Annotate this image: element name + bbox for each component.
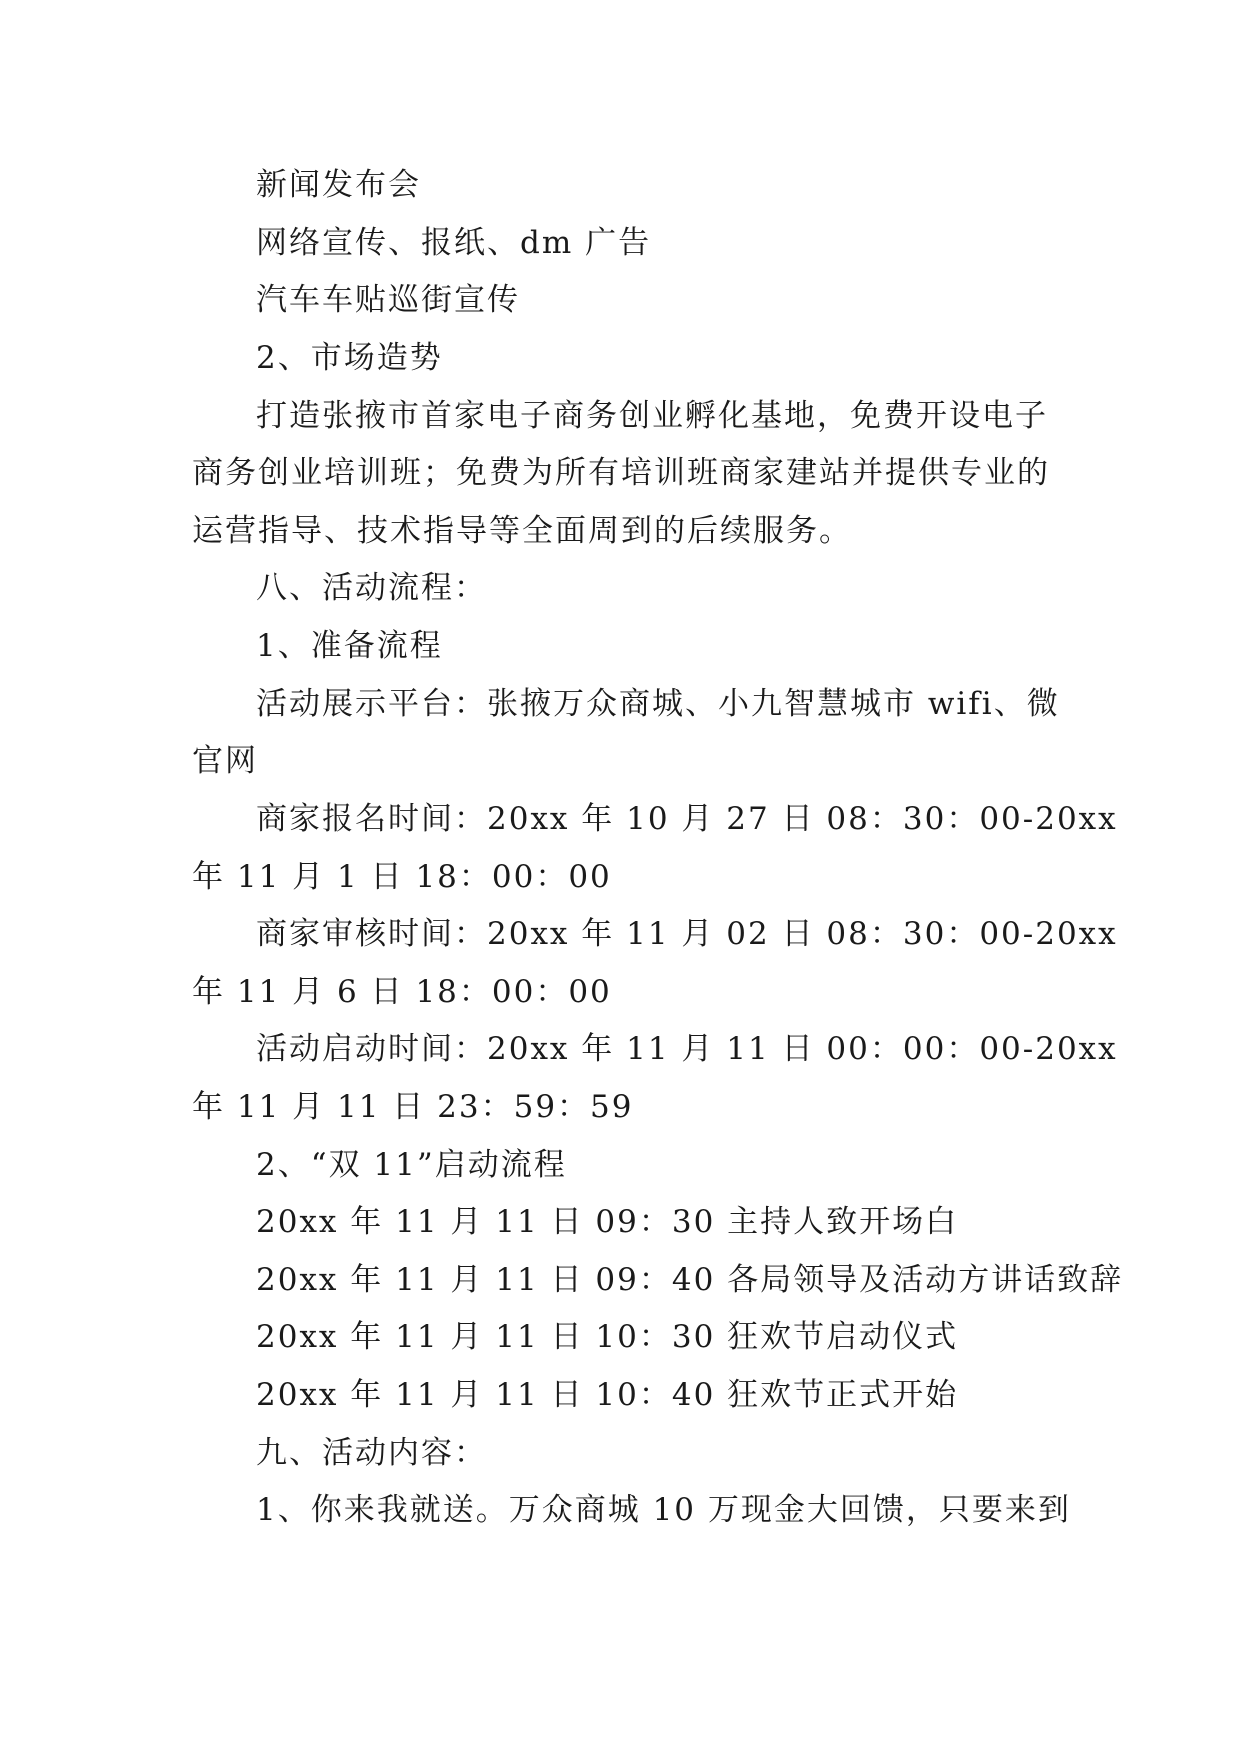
paragraph-line: 1、你来我就送。万众商城 10 万现金大回馈，只要来到 <box>256 1492 1071 1528</box>
schedule-line: 商家报名时间：20xx 年 10 月 27 日 08：30：00-20xx <box>256 801 1118 837</box>
schedule-line: 年 11 月 11 日 23：59：59 <box>192 1089 634 1125</box>
text-line: 新闻发布会 <box>256 167 421 203</box>
program-line: 20xx 年 11 月 11 日 09：40 各局领导及活动方讲话致辞 <box>256 1262 1124 1298</box>
program-line: 20xx 年 11 月 11 日 10：30 狂欢节启动仪式 <box>256 1319 959 1355</box>
program-line: 20xx 年 11 月 11 日 10：40 狂欢节正式开始 <box>256 1377 959 1413</box>
paragraph-line: 官网 <box>192 743 258 779</box>
paragraph-line: 打造张掖市首家电子商务创业孵化基地，免费开设电子 <box>256 398 1048 434</box>
text-line: 网络宣传、报纸、dm 广告 <box>256 225 652 261</box>
schedule-line: 商家审核时间：20xx 年 11 月 02 日 08：30：00-20xx <box>256 916 1118 952</box>
subsection-heading: 1、准备流程 <box>256 628 443 664</box>
paragraph-line: 活动展示平台：张掖万众商城、小九智慧城市 wifi、微 <box>256 686 1060 722</box>
subsection-heading: 2、“双 11”启动流程 <box>256 1147 567 1183</box>
section-heading: 九、活动内容： <box>256 1435 487 1471</box>
paragraph-line: 运营指导、技术指导等全面周到的后续服务。 <box>192 513 852 549</box>
section-heading: 2、市场造势 <box>256 340 443 376</box>
section-heading: 八、活动流程： <box>256 570 487 606</box>
schedule-line: 年 11 月 6 日 18：00：00 <box>192 974 612 1010</box>
program-line: 20xx 年 11 月 11 日 09：30 主持人致开场白 <box>256 1204 959 1240</box>
schedule-line: 年 11 月 1 日 18：00：00 <box>192 859 612 895</box>
schedule-line: 活动启动时间：20xx 年 11 月 11 日 00：00：00-20xx <box>256 1031 1118 1067</box>
text-line: 汽车车贴巡街宣传 <box>256 282 520 318</box>
paragraph-line: 商务创业培训班；免费为所有培训班商家建站并提供专业的 <box>192 455 1050 491</box>
